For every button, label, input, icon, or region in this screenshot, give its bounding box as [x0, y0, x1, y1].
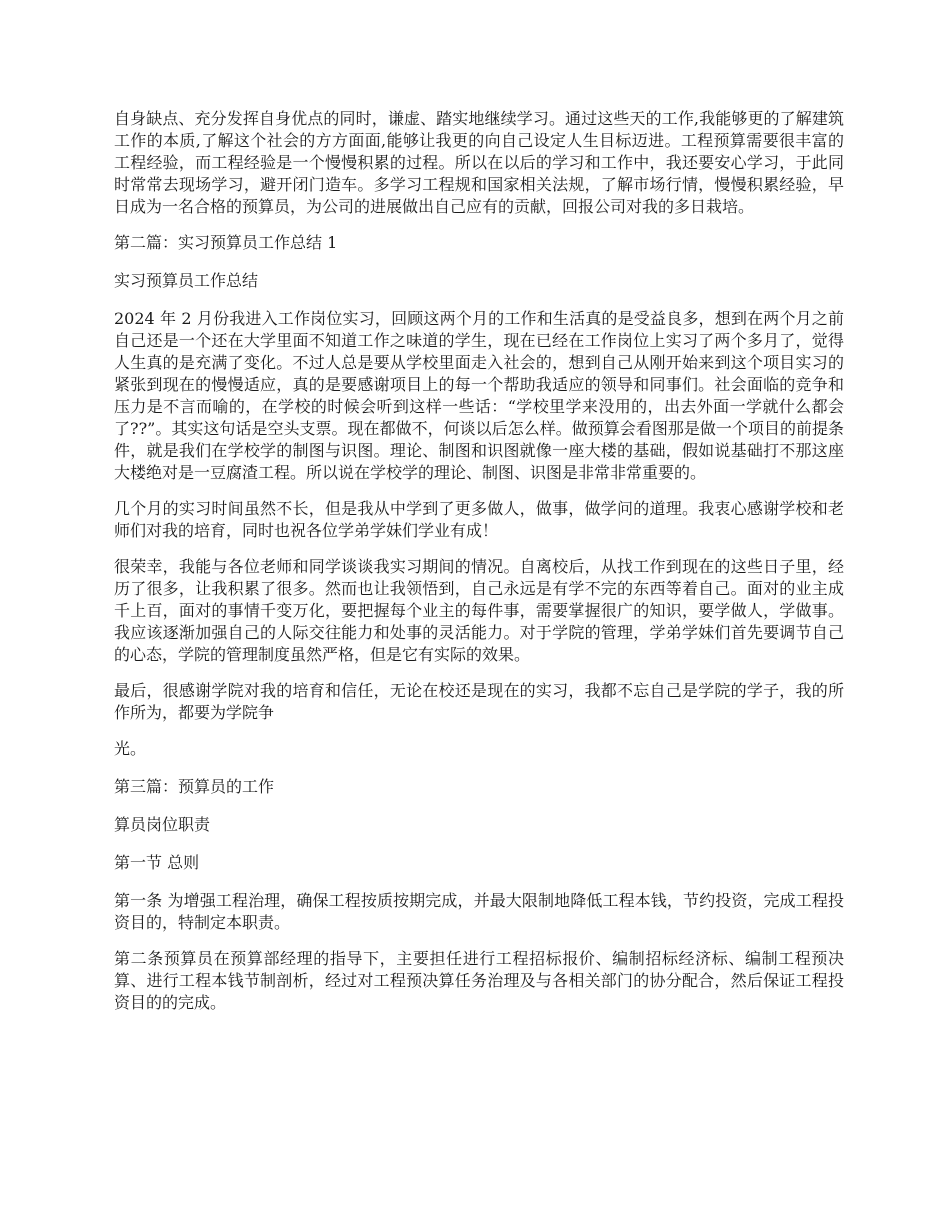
- section-heading: 第三篇：预算员的工作: [114, 777, 275, 796]
- section-heading: 第二篇：实习预算员工作总结 1: [114, 233, 338, 252]
- article-title: 算员岗位职责: [114, 815, 211, 834]
- body-paragraph-continuation: 光。: [114, 739, 147, 758]
- subsection-heading: 第一节 总则: [114, 853, 200, 872]
- body-paragraph: 很荣幸，我能与各位老师和同学谈谈我实习期间的情况。自离校后，从找工作到现在的这些日子里，经历了很多，让我积累了很多。然而也让我领悟到，自己永远是有学不完的东西等着自己。面对的业主成千上百，面对的事情千变万化，要把握每个业主的每件事，需要掌握很广的知识，要学做人，学做事。我应该逐渐加强自己的人际交往能力和处事的灵活能力。对于学院的管理，学弟学妹们首先要调节自己的心态，学院的管理制度虽然严格，但是它有实际的效果。: [114, 557, 844, 664]
- body-paragraph: 几个月的实习时间虽然不长，但是我从中学到了更多做人，做事，做学问的道理。我衷心感谢学校和老师们对我的培育，同时也祝各位学弟学妹们学业有成！: [114, 499, 844, 540]
- document-page: [114, 108, 844, 1028]
- article-title: 实习预算员工作总结: [114, 271, 259, 290]
- body-paragraph: 自身缺点、充分发挥自身优点的同时，谦虚、踏实地继续学习。通过这些天的工作,我能够更的了解建筑工作的本质,了解这个社会的方方面面,能够让我更的向自己设定人生目标迈进。工程预算需要很丰富的工程经验，而工程经验是一个慢慢积累的过程。所以在以后的学习和工作中，我还要安心学习，于此同时常常去现场学习，避开闭门造车。多学习工程规和国家相关法规，了解市场行情，慢慢积累经验，早日成为一名合格的预算员，为公司的进展做出自己应有的贡献，回报公司对我的多日栽培。: [114, 109, 844, 216]
- body-paragraph: 2024 年 2 月份我进入工作岗位实习，回顾这两个月的工作和生活真的是受益良多，想到在两个月之前自己还是一个还在大学里面不知道工作之味道的学生，现在已经在工作岗位上实习了两个多月了，觉得人生真的是充满了变化。不过人总是要从学校里面走入社会的，想到自己从刚开始来到这个项目实习的紧张到现在的慢慢适应，真的是要感谢项目上的每一个帮助我适应的领导和同事们。社会面临的竞争和压力是不言而喻的，在学校的时候会听到这样一些话：“学校里学来没用的，出去外面一学就什么都会了??”。其实这句话是空头支票。现在都做不，何谈以后怎么样。做预算会看图那是做一个项目的前提条件，就是我们在学校学的制图与识图。理论、制图和识图就像一座大楼的基础，假如说基础打不那这座大楼绝对是一豆腐渣工程。所以说在学校学的理论、制图、识图是非常非常重要的。: [114, 309, 844, 482]
- body-paragraph: 最后，很感谢学院对我的培育和信任，无论在校还是现在的实习，我都不忘自己是学院的学子，我的所作所为，都要为学院争: [114, 681, 844, 722]
- body-paragraph: 第二条预算员在预算部经理的指导下，主要担任进行工程招标报价、编制招标经济标、编制工程预决算、进行工程本钱节制剖析，经过对工程预决算任务治理及与各相关部门的协分配合，然后保证工程投资目的的完成。: [114, 949, 844, 1012]
- body-paragraph: 第一条 为增强工程治理，确保工程按质按期完成，并最大限制地降低工程本钱，节约投资，完成工程投资目的，特制定本职责。: [114, 891, 844, 932]
